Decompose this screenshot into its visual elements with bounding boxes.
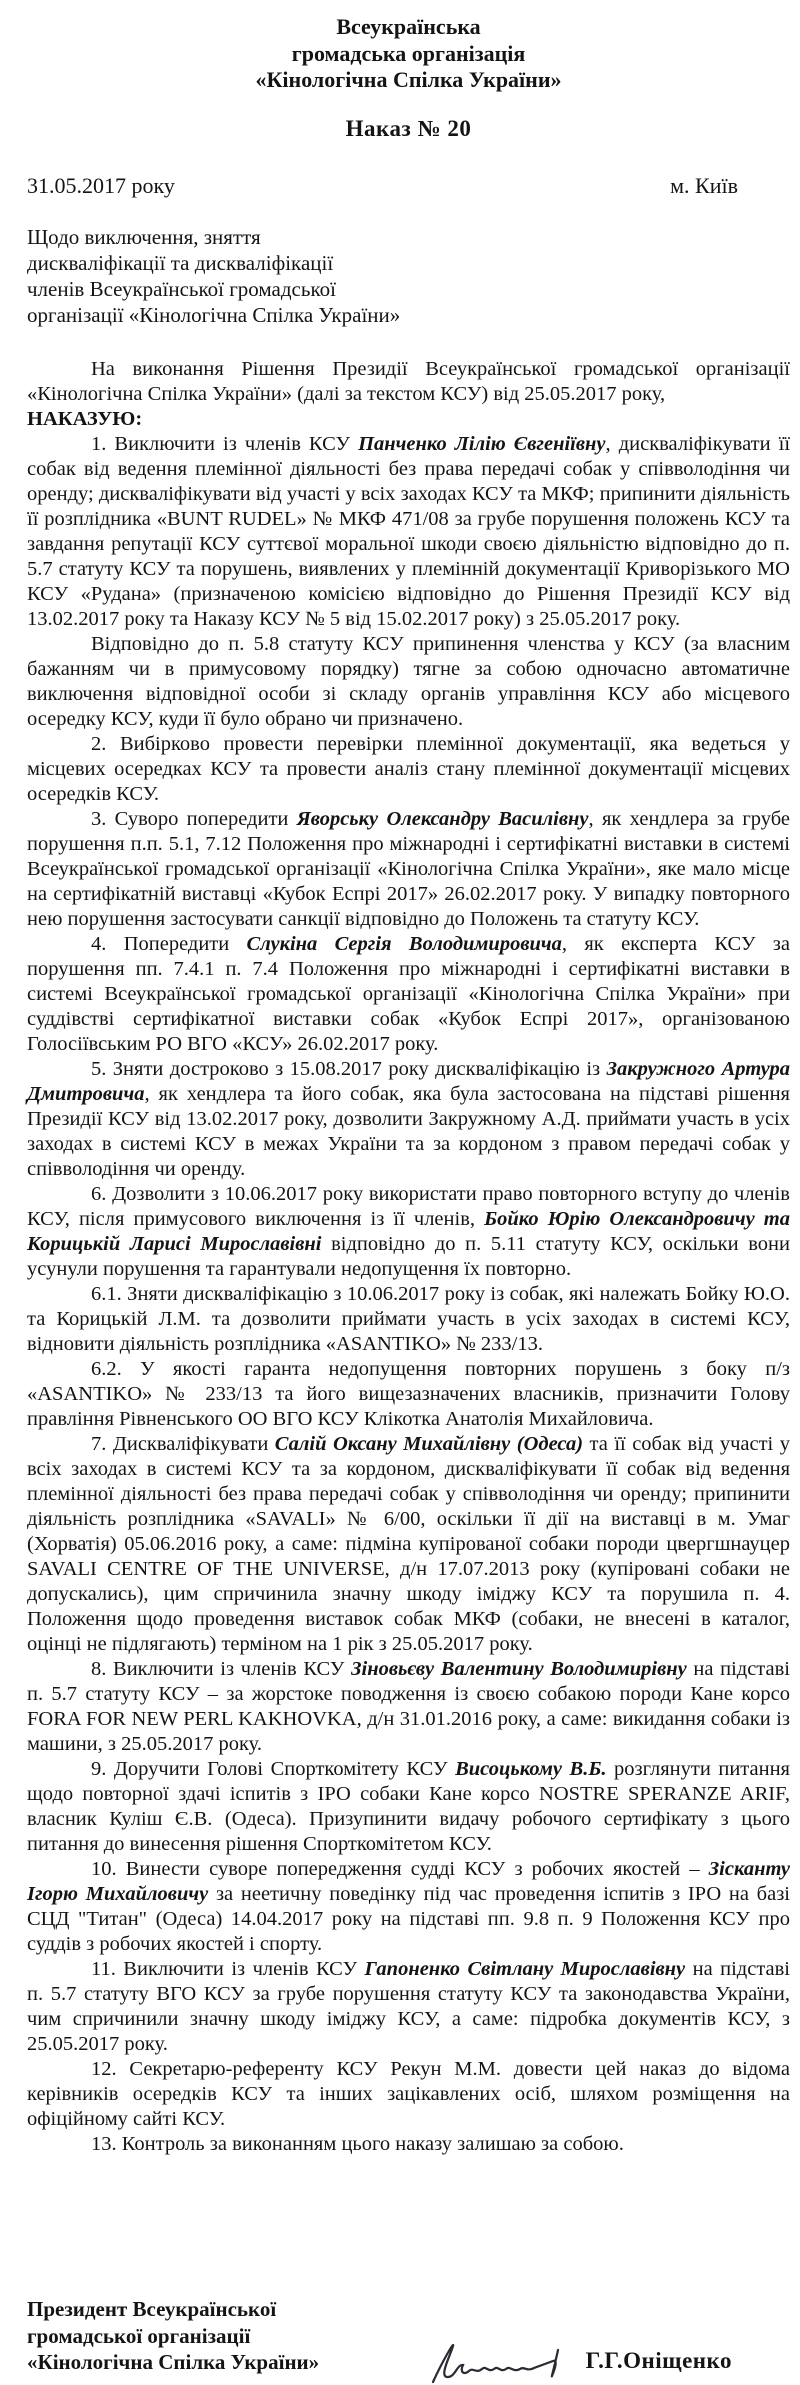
order-paragraph: НАКАЗУЮ: bbox=[27, 407, 143, 430]
signature-icon bbox=[427, 2334, 587, 2385]
order-city: м. Київ bbox=[670, 172, 738, 198]
org-name-line: «Кінологічна Спілка України» bbox=[255, 67, 562, 92]
signatory-name: Г.Г.Оніщенко bbox=[585, 2348, 732, 2373]
order-paragraph: 4. Попередити Слукіна Сергія Володимировича, як експерта КСУ за порушення пп. 7.4.1 п. 7.4 Положення про міжнародні і сертифікатні виставки в системі Всеукраїнської громадської організації «Кінологічна Спілка України» при суддівстві сертифікатної виставки собак «Кубок Еспрі 2017», організованою Голосіївським РО ВГО «КСУ» 26.02.2017 року. bbox=[27, 932, 790, 1055]
person-name: Зіновьєву Валентину Володимирівну bbox=[351, 1657, 687, 1680]
order-paragraph: 1. Виключити із членів КСУ Панченко Лілію Євгеніївну, дискваліфікувати її собак від ведення племінної діяльності без права передачі собак у співволодіння чи оренду; дискваліфікувати від участі у всіх заходах КСУ та МКФ; припинити діяльність її розплідника «BUNT RUDEL» № МКФ 471/08 за грубе порушення положень КСУ та завдання репутації КСУ суттєвої моральної шкоди своєю діяльністю відповідно до п. 5.7 статуту КСУ та порушень, виявлених у племінній документації Криворізького МО КСУ «Рудана» (призначеною комісією відповідно до Рішення Президії КСУ від 13.02.2017 року та Наказу КСУ № 5 від 15.02.2017 року) з 25.05.2017 року. bbox=[27, 432, 791, 630]
person-name: Слукіна Сергія Володимировича bbox=[246, 932, 562, 955]
order-paragraph: 10. Винести суворе попередження судді КСУ з робочих якостей – Зісканту Ігорю Михайловичу за неетичну поведінку під час проведення іспитів з ІРО на базі СЦД "Титан" (Одеса) 14.04.2017 року на підставі пп. 9.8 п. 9 Положення КСУ про суддів з робочих якостей і спорту. bbox=[27, 1857, 790, 1955]
order-paragraph: 8. Виключити із членів КСУ Зіновьєву Валентину Володимирівну на підставі п. 5.7 статуту КСУ – за жорстоке поводження із своєю собакою породи Кане корсо FORA FOR NEW PERL KAKHOVKA, д/н 31.01.2016 року, а саме: викидання собаки із машини, з 25.05.2017 року. bbox=[27, 1657, 790, 1755]
subject-line: Щодо виключення, зняття bbox=[27, 224, 261, 249]
subject-line: членів Всеукраїнської громадської bbox=[27, 276, 336, 301]
person-name: Панченко Лілію Євгеніївну bbox=[358, 432, 606, 455]
person-name: Салій Оксану Михайлівну (Одеса) bbox=[274, 1432, 584, 1455]
signatory-title-line: «Кінологічна Спілка України» bbox=[27, 2350, 320, 2374]
order-paragraph: 3. Суворо попередити Яворську Олександру Василівну, як хендлера за грубе порушення п.п. 5.1, 7.12 Положення про міжнародні і сертифікатні виставки в системі Всеукраїнської громадської організації «Кінологічна Спілка України», яке мало місце на сертифікатній виставці «Кубок Еспрі 2017» 26.02.2017 року. У випадку повторного нею порушення застосувати санкції відповідно до Положень та статуту КСУ. bbox=[27, 807, 790, 930]
order-paragraph: Відповідно до п. 5.8 статуту КСУ припинення членства у КСУ (за власним бажанням чи в примусовому порядку) тягне за собою одночасно автоматичне виключення відповідної особи зі складу органів управління КСУ або місцевого осередку КСУ, куди її було обрано чи призначено. bbox=[27, 632, 790, 730]
order-paragraph: 5. Зняти достроково з 15.08.2017 року дискваліфікацію із Закружного Артура Дмитровича, як хендлера та його собак, яка була застосована на підставі рішення Президії КСУ від 13.02.2017 року, дозволити Закружному А.Д. приймати участь в усіх заходах в системі КСУ в межах України та за кордоном з правом передачі собак у співволодіння чи оренду. bbox=[27, 1057, 790, 1180]
order-date: 31.05.2017 року bbox=[27, 172, 175, 198]
order-body bbox=[27, 357, 790, 2157]
org-name-line: Всеукраїнська bbox=[336, 14, 481, 39]
order-paragraph: 7. Дискваліфікувати Салій Оксану Михайлівну (Одеса) та її собак від участі у всіх заходах в системі КСУ та за кордоном, дискваліфікувати її собак від ведення племінної діяльності без права передачі собак у співволодіння чи оренду; припинити діяльність розплідника «SAVALI» № 6/00, оскільки її дії на виставці в м. Умаг (Хорватія) 05.06.2016 року, а саме: підміна купірованої собаки породи цвергшнауцер SAVALI CENTRE OF THE UNIVERSE, д/н 17.07.2013 року (купіровані собаки не допускались), цим спричинила значну шкоду іміджу КСУ та порушила п. 4. Положення щодо проведення виставок собак МКФ (собаки, не внесені в каталог, оцінці не підлягають) терміном на 1 рік з 25.05.2017 року. bbox=[27, 1432, 790, 1655]
signature-block bbox=[27, 2296, 790, 2376]
person-name: Висоцькому В.Б. bbox=[455, 1757, 607, 1780]
order-paragraph: 6. Дозволити з 10.06.2017 року використати право повторного вступу до членів КСУ, після примусового виключення із її членів, Бойко Юрію Олександровичу та Корицькій Ларисі Мирославівні відповідно до п. 5.11 статуту КСУ, оскільки вони усунули порушення та гарантували недопущення їх повторно. bbox=[27, 1182, 791, 1280]
subject-line: організації «Кінологічна Спілка України» bbox=[27, 302, 401, 327]
person-name: Яворську Олександру Василівну bbox=[296, 807, 589, 830]
order-title: Наказ № 20 bbox=[345, 115, 472, 141]
order-subject bbox=[27, 224, 507, 328]
order-paragraph: 13. Контроль за виконанням цього наказу залишаю за собою. bbox=[91, 2132, 624, 2155]
person-name: Зісканту Ігорю Михайловичу bbox=[27, 1857, 790, 1905]
signatory-title-line: громадської організації bbox=[27, 2323, 251, 2348]
order-paragraph: На виконання Рішення Президії Всеукраїнської громадської організації «Кінологічна Спілка України» (далі за текстом КСУ) від 25.05.2017 року, bbox=[27, 357, 790, 405]
org-name bbox=[27, 14, 790, 94]
order-paragraph: 12. Секретарю-референту КСУ Рекун М.М. довести цей наказ до відома керівників осередків КСУ та інших зацікавлених осіб, шляхом розміщення на офіційному сайті КСУ. bbox=[27, 2057, 790, 2130]
person-name: Гапоненко Світлану Мирославівну bbox=[364, 1957, 686, 1980]
order-paragraph: 6.2. У якості гаранта недопущення повторних порушень з боку п/з «ASANTIKO» № 233/13 та його вищезазначених власників, призначити Голову правління Рівненського ОО ВГО КСУ Клікотка Анатолія Михайловича. bbox=[27, 1357, 790, 1430]
order-paragraph: 6.1. Зняти дискваліфікацію з 10.06.2017 року із собак, які належать Бойку Ю.О. та Корицькій Л.М. та дозволити приймати участь в усіх заходах в системі КСУ, відновити діяльність розплідника «ASANTIKO» № 233/13. bbox=[27, 1282, 790, 1355]
order-paragraph: 11. Виключити із членів КСУ Гапоненко Світлану Мирославівну на підставі п. 5.7 статуту ВГО КСУ за грубе порушення статуту КСУ та законодавства України, чим спричинили значну шкоду іміджу КСУ, а саме: підробка документів КСУ, з 25.05.2017 року. bbox=[27, 1957, 790, 2055]
order-paragraph: 2. Вибірково провести перевірки племінної документації, яка ведеться у місцевих осередках КСУ та провести аналіз стану племінної документації місцевих осередків КСУ. bbox=[27, 732, 790, 805]
org-name-line: громадська організація bbox=[291, 40, 526, 66]
person-name: Закружного Артура Дмитровича bbox=[27, 1057, 790, 1105]
signatory-title-line: Президент Всеукраїнської bbox=[27, 2297, 277, 2321]
date-city-row bbox=[27, 173, 790, 198]
person-name: Бойко Юрію Олександровичу та Корицькій Ларисі Мирославівні bbox=[27, 1207, 790, 1255]
subject-line: дискваліфікації та дискваліфікації bbox=[27, 250, 334, 275]
order-paragraph: 9. Доручити Голові Спорткомітету КСУ Висоцькому В.Б. розглянути питання щодо повторної здачі іспитів з ІРО собаки Кане корсо NOSTRE SPERANZE ARIF, власник Куліш Є.В. (Одеса). Призупинити видачу робочого сертифікату з цього питання до винесення рішення Спорткомітетом КСУ. bbox=[27, 1757, 790, 1855]
